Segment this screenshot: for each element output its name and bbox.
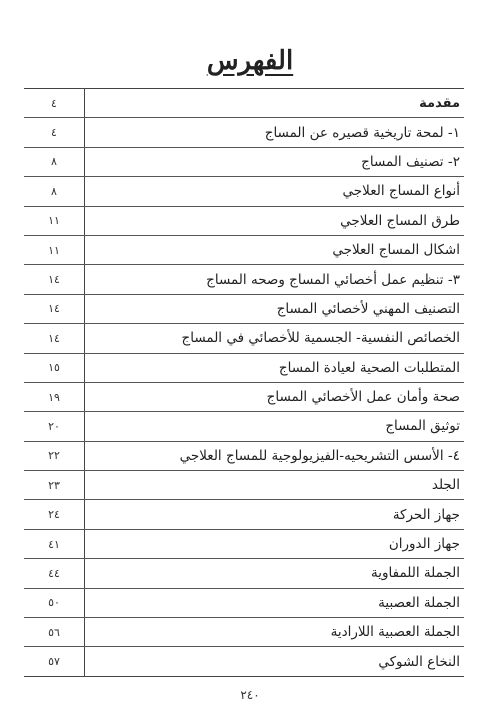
toc-entry-page: ٥٠ (24, 588, 85, 617)
toc-entry-page: ٨ (24, 177, 85, 206)
toc-row (24, 588, 464, 617)
toc-entry-title: الجلد (85, 471, 465, 500)
toc-row (24, 177, 464, 206)
toc-row (24, 382, 464, 411)
toc-row (24, 529, 464, 558)
toc-entry-page: ٢٤ (24, 500, 85, 529)
toc-entry-title: ٤- الأسس التشريحيه-الفيزيولوجية للمساج العلاجي (85, 441, 465, 470)
toc-entry-page: ٢٠ (24, 412, 85, 441)
toc-entry-page: ٢٢ (24, 441, 85, 470)
table-of-contents (24, 88, 464, 677)
toc-row (24, 441, 464, 470)
toc-entry-page: ١٤ (24, 294, 85, 323)
toc-row (24, 147, 464, 176)
toc-entry-title: ٣- تنظيم عمل أخصائي المساج وصحه المساج (85, 265, 465, 294)
toc-entry-page: ١٤ (24, 324, 85, 353)
toc-entry-page: ٤ (24, 118, 85, 147)
toc-entry-title: جهاز الدوران (85, 529, 465, 558)
toc-row (24, 294, 464, 323)
toc-entry-title: الجملة اللمفاوية (85, 559, 465, 588)
toc-row (24, 500, 464, 529)
toc-entry-page: ٤٤ (24, 559, 85, 588)
toc-entry-title: الخصائص النفسية- الجسمية للأخصائي في المساج (85, 324, 465, 353)
toc-row (24, 559, 464, 588)
toc-row (24, 118, 464, 147)
toc-row (24, 235, 464, 264)
toc-entry-page: ٥٦ (24, 618, 85, 647)
toc-entry-page: ٨ (24, 147, 85, 176)
toc-entry-title: مقدمة (85, 89, 465, 118)
toc-row (24, 265, 464, 294)
toc-entry-page: ٥٧ (48, 655, 60, 669)
toc-entry-title: طرق المساج العلاجي (85, 206, 465, 235)
toc-row (24, 324, 464, 353)
toc-entry-title: توثيق المساج (85, 412, 465, 441)
toc-row (24, 206, 464, 235)
toc-row (24, 353, 464, 382)
toc-row (24, 618, 464, 647)
toc-entry-page: ١١ (24, 235, 85, 264)
toc-entry-page: ١٤ (24, 265, 85, 294)
toc-entry-page: ١٥ (24, 353, 85, 382)
toc-entry-title: صحة وأمان عمل الأخصائي المساج (85, 382, 465, 411)
toc-entry-title: النخاع الشوكي (85, 647, 465, 676)
toc-entry-page: ١١ (24, 206, 85, 235)
toc-entry-title: ٢- تصنيف المساج (85, 147, 465, 176)
toc-entry-page: ٤ (24, 89, 85, 118)
toc-entry-title: جهاز الحركة (85, 500, 465, 529)
toc-entry-title: التصنيف المهني لأخصائي المساج (85, 294, 465, 323)
toc-row (24, 412, 464, 441)
page-title: الفهرس (206, 46, 294, 76)
toc-entry-page: ١٩ (24, 382, 85, 411)
page-number: ٢٤٠ (240, 688, 260, 702)
toc-entry-page: ٢٣ (24, 471, 85, 500)
toc-entry-title: اشكال المساج العلاجي (85, 235, 465, 264)
toc-entry-title: ١- لمحة تاريخية قصيره عن المساج (85, 118, 465, 147)
toc-row (24, 647, 464, 676)
toc-entry-page: ٤١ (24, 529, 85, 558)
toc-row (24, 89, 464, 118)
toc-entry-title: أنواع المساج العلاجي (85, 177, 465, 206)
toc-entry-title: الجملة العصبية اللارادية (85, 618, 465, 647)
toc-entry-title: المتطلبات الصحية لعيادة المساج (85, 353, 465, 382)
toc-row (24, 471, 464, 500)
toc-entry-title: الجملة العصبية (85, 588, 465, 617)
